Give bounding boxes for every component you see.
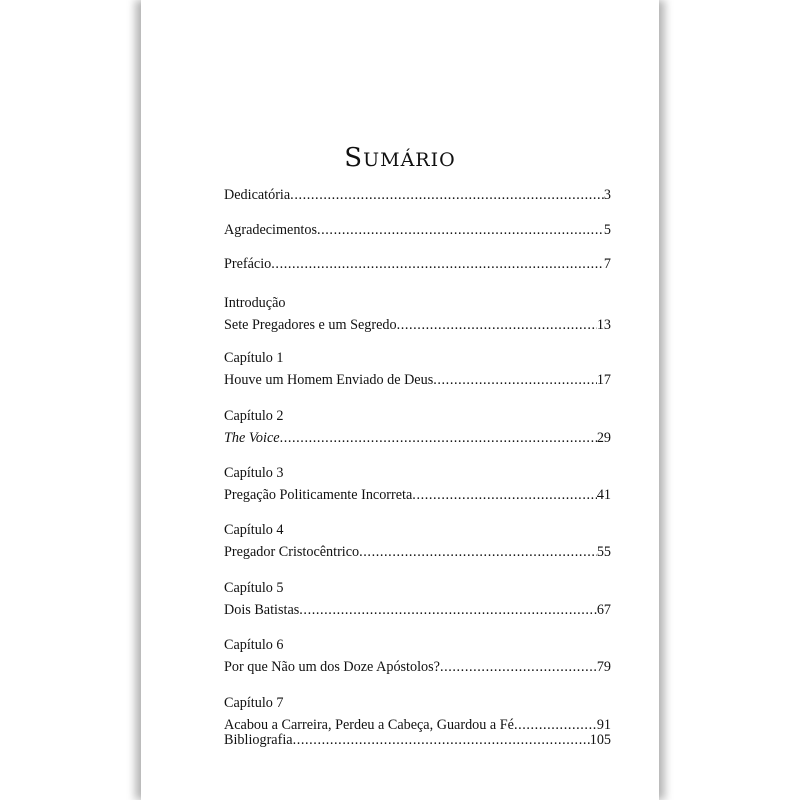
toc-dot-leader <box>299 599 597 621</box>
toc-page-number: 105 <box>589 732 611 748</box>
toc-entry-title: Sete Pregadores e um Segredo <box>224 317 397 333</box>
toc-entry <box>224 729 611 751</box>
toc-page-number: 7 <box>603 256 611 272</box>
toc-page-number: 29 <box>596 430 611 446</box>
toc-dot-leader <box>293 729 590 751</box>
toc-entry <box>224 253 611 275</box>
toc-title: SUMÁRIO <box>344 143 456 173</box>
toc-entry <box>224 577 611 621</box>
toc-title-line <box>224 369 611 391</box>
toc-title-line <box>224 184 611 206</box>
toc-entry <box>224 292 611 336</box>
toc-page-number: 17 <box>596 372 611 388</box>
toc-entry-title: Agradecimentos <box>224 222 317 238</box>
toc-title-line <box>224 484 611 506</box>
toc-chapter-label: Capítulo 1 <box>224 350 284 366</box>
toc-entry-title: Dedicatória <box>224 187 291 203</box>
toc-entry <box>224 405 611 449</box>
toc-title-line <box>224 729 611 751</box>
toc-page-number: 41 <box>596 487 611 503</box>
toc-title-line <box>224 219 611 241</box>
book-page <box>141 0 659 800</box>
toc-entry-title: Por que Não um dos Doze Apóstolos? <box>224 659 440 675</box>
toc-chapter-label: Capítulo 7 <box>224 695 284 711</box>
toc-dot-leader <box>440 656 597 678</box>
toc-title-line <box>224 541 611 563</box>
toc-title-line <box>224 427 611 449</box>
toc-page-number: 5 <box>603 222 611 238</box>
toc-dot-leader <box>412 484 597 506</box>
toc-entry <box>224 519 611 563</box>
toc-title-line <box>224 253 611 275</box>
toc-dot-leader <box>397 314 597 336</box>
toc-dot-leader <box>271 253 604 275</box>
toc-chapter-label: Capítulo 5 <box>224 580 284 596</box>
toc-entry <box>224 347 611 391</box>
toc-page-number: 91 <box>596 717 611 733</box>
toc-entry <box>224 219 611 241</box>
toc-entry-title: Pregação Politicamente Incorreta <box>224 487 413 503</box>
toc-title-line <box>224 314 611 336</box>
toc-page-number: 55 <box>596 544 611 560</box>
toc-entry <box>224 184 611 206</box>
toc-chapter-label: Introdução <box>224 295 286 311</box>
toc-chapter-label: Capítulo 6 <box>224 637 284 653</box>
toc-dot-leader <box>433 369 597 391</box>
toc-page-number: 79 <box>596 659 611 675</box>
toc-entry-title: Prefácio <box>224 256 272 272</box>
toc-chapter-label: Capítulo 3 <box>224 465 284 481</box>
toc-title-line <box>224 599 611 621</box>
toc-entry-title: Bibliografia <box>224 732 293 748</box>
toc-dot-leader <box>359 541 597 563</box>
toc-page-number: 13 <box>596 317 611 333</box>
toc-entry-title: Pregador Cristocêntrico <box>224 544 360 560</box>
toc-entry <box>224 462 611 506</box>
toc-entry <box>224 634 611 678</box>
toc-page-number: 67 <box>596 602 611 618</box>
toc-dot-leader <box>280 427 597 449</box>
toc-chapter-label: Capítulo 4 <box>224 522 284 538</box>
toc-dot-leader <box>317 219 604 241</box>
toc-title-line <box>224 656 611 678</box>
toc-entry-title: Houve um Homem Enviado de Deus <box>224 372 434 388</box>
toc-page-number: 3 <box>603 187 611 203</box>
toc-entry-title: Dois Batistas <box>224 602 300 618</box>
toc-entry-title: Acabou a Carreira, Perdeu a Cabeça, Guardou a Fé <box>224 717 514 733</box>
toc-dot-leader <box>290 184 604 206</box>
toc-entry-title: The Voice <box>224 430 280 446</box>
toc-chapter-label: Capítulo 2 <box>224 408 284 424</box>
